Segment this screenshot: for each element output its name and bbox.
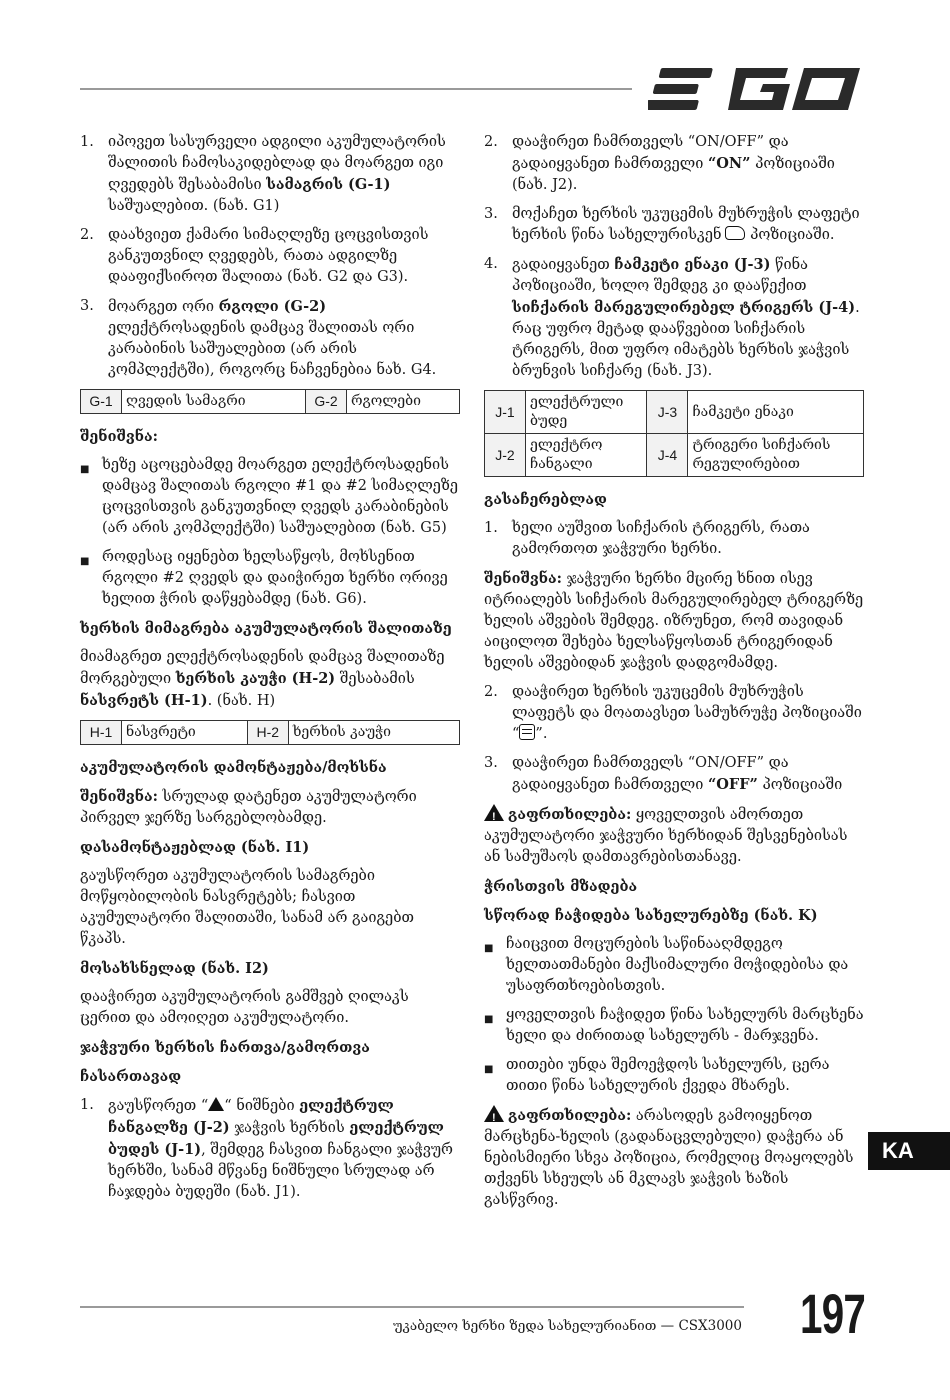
section-heading: ხერხის მიმაგრება აკუმულატორის შალითაზე [80, 620, 452, 637]
subsection-heading: სწორად ჩაჭიდება სახელურებზე (ნახ. K) [484, 907, 818, 924]
note-bullet [80, 455, 460, 539]
section-heading: ჯაჭვური ხერხის ჩართვა/გამორთვა [80, 1039, 370, 1056]
legend-row [485, 434, 864, 477]
legend-label: ღვედის სამაგრი [122, 390, 306, 414]
step-text: დაახვიეთ ქამარი სიმაღლეზე ცოცვისთვის განკუთვნილ ღვედებს, რათა ადგილზე დააფიქსიროთ შალითა (ნახ. G2 და G3). [108, 227, 429, 285]
grip-bullet [484, 1005, 864, 1047]
bullet-text: როდესაც იყენებთ ხელსაწყოს, მოხსენით რგოლი #2 ღვედს და დაიჭირეთ ხერხი ორივე ხელით ჭრის დაწყებამდე (ნახ. G6). [102, 549, 448, 607]
step-number: 3. [484, 755, 498, 771]
legend-label: ჩამკეტი ენაკი [688, 391, 864, 434]
legend-code: J-4 [647, 434, 688, 477]
right-column [484, 132, 864, 1219]
note-heading: შენიშვნა: [80, 428, 158, 445]
warning-1: !გაფრთხილება: ყოველთვის ამორთეთ აკუმულატორი ჯაჭვური ხერხიდან შესვენებისას ან სამუშაოს დამთავრებისთანავე. [484, 804, 864, 868]
step-number: 1. [80, 1097, 94, 1113]
legend-code: J-1 [485, 391, 526, 434]
subsection-heading: გასაჩერებლად [484, 491, 607, 508]
section-heading: ჭრისთვის მზადება [484, 878, 638, 895]
on-step-2: 2. დააჭირეთ ჩამრთველს “ON/OFF” და გადაიყვანეთ ჩამრთველი “ON” პოზიციაში (ნახ. J2). [484, 132, 864, 196]
on-step-4: 4. გადაიყვანეთ ჩამკეტი ენაკი (J-3) წინა პოზიციაში, ხოლო შემდეგ კი დააწექით სიჩქარის მარეგულირებელ ტრიგერს (J-4). რაც უფრო მეტად დააწვებით სიჩქარის ტრიგერს, მით უფრო იმატებს ხერხის ჯაჭვის ბრუნვის სიჩქარე (ნახ. J3). [484, 254, 864, 382]
off-step-1 [484, 518, 864, 560]
off-step-2: 2. დააჭირეთ ხერხის უკუცემის მუხრუჭის ლაფეტს და მოათავსეთ სამუხრუჭე პოზიციაში “ ”. [484, 682, 864, 745]
bullet-icon: ■ [80, 556, 90, 567]
page-number: 197 [800, 1282, 866, 1345]
step-number: 2. [484, 684, 498, 700]
legend-label: ხერხის კაუჭი [288, 721, 459, 745]
legend-label: ტრიგერი სიჩქარის რეგულირებით [688, 434, 864, 477]
step-1 [80, 132, 460, 217]
step-2 [80, 225, 460, 288]
legend-table-h [80, 720, 460, 745]
legend-row [81, 390, 460, 414]
bullet-text: თითები უნდა შემოეჭდოს სახელურს, ცერა თითი წინა სახელურის ქვედა მხარეს. [506, 1057, 830, 1094]
legend-code: H-2 [247, 721, 288, 745]
step-text: საშუალებით. (ნახ. G1) [108, 198, 280, 214]
legend-label: ელექტრო ჩანგალი [526, 434, 647, 477]
step-text: მოარგეთ ორი [108, 299, 219, 315]
legend-code: H-1 [81, 721, 122, 745]
ego-logo [648, 64, 864, 116]
legend-code: J-3 [647, 391, 688, 434]
note-bullet [80, 547, 460, 610]
attach-paragraph: მიამაგრეთ ელექტროსადენის დამცავ შალითაზე მორგებული ხერხის კაუჭი (H-2) შესაბამის ნასვრეტს (H-1). (ნახ. H) [80, 649, 445, 709]
legend-table-g [80, 389, 460, 414]
step-bold: რგოლი (G-2) [218, 298, 327, 315]
off-step-3: 3. დააჭირეთ ჩამრთველს “ON/OFF” და გადაიყვანეთ ჩამრთველი “OFF” პოზიციაში [484, 753, 864, 796]
step-number: 2. [80, 227, 94, 243]
step-text: იპოვეთ სასურველი ადგილი აკუმულატორის შალითის ჩამოსაკიდებლად და მოარგეთ იგი ღვედებს შესაბამისი [108, 134, 446, 193]
legend-code: G-1 [81, 390, 122, 414]
brake-release-icon [725, 226, 745, 240]
bullet-text: ხეზე აცოცებამდე მოარგეთ ელექტროსადენის დამცავ შალითას რგოლი #1 და #2 სიმაღლეზე ცოცვისთვის განკუთვნილ ღვედს კარაბინების (არ არის კომპლექტში) საშუალებით (ნახ. G5) [102, 457, 459, 536]
brake-engaged-icon [519, 724, 535, 740]
install-paragraph: გაუსწორეთ აკუმულატორის სამაგრები მოწყობილობის ნასვრეტებს; ჩასვით აკუმულატორი შალითაში, სანამ არ გაიგებთ წკაპს. [80, 868, 414, 947]
bullet-icon: ■ [484, 943, 494, 954]
legend-table-j [484, 390, 864, 477]
alignment-triangle-icon [208, 1097, 224, 1111]
header-rule [80, 88, 632, 90]
section-heading: აკუმულატორის დამონტაჟება/მოხსნა [80, 759, 387, 776]
step-number: 3. [80, 298, 94, 314]
bullet-text: ყოველთვის ჩაჭიდეთ წინა სახელურს მარცხენა ხელი და ძირითად სახელურს - მარჯვენა. [506, 1007, 864, 1044]
on-step-3: 3. მოქაჩეთ ხერხის უკუცემის მუხრუჭის ლაფეტი ხერხის წინა სახელურისკენ პოზიციაში. [484, 204, 864, 246]
step-bold: სამაგრის (G-1) [266, 176, 391, 193]
grip-bullet [484, 934, 864, 997]
subsection-heading: ჩასართავად [80, 1068, 182, 1085]
subsection-heading: დასამონტაჟებლად (ნახ. I1) [80, 839, 310, 856]
step-number: 4. [484, 256, 498, 272]
bullet-icon: ■ [484, 1064, 494, 1075]
step-3 [80, 296, 460, 381]
subsection-heading: მოსახსნელად (ნახ. I2) [80, 960, 269, 977]
bullet-text: ჩაიცვით მოცურების საწინააღმდეგო ხელთათმანები მაქსიმალური მოჭიდებისა და უსაფრთხოებისთვის. [506, 936, 849, 994]
legend-label: ელექტრული ბუდე [526, 391, 647, 434]
bullet-icon: ■ [80, 464, 90, 475]
step-text: ელექტროსადენის დამცავ შალითას ორი კარაბინის საშუალებით (არ არის კომპლექტში), როგორც ნაჩვენებია ნახ. G4. [108, 320, 437, 378]
footer-rule [80, 1306, 744, 1308]
off-note: შენიშვნა: ჯაჭვური ხერხი მცირე ხნით ისევ იტრიალებს სიჩქარის მარეგულირებელ ტრიგერზე ხელის აშვების შემდეგ. იზრუნეთ, რომ თავიდან აიცილოთ შეხება ხელსაწყოსთან ტრიგერიდან ხელის აშვებიდან ჯაჭვის დადგომამდე. [484, 570, 864, 671]
step-text: ხელი აუშვით სიჩქარის ტრიგერს, რათა გამორთოთ ჯაჭვური ხერხი. [512, 520, 810, 557]
step-number: 2. [484, 134, 498, 150]
step-number: 3. [484, 206, 498, 222]
legend-row [485, 391, 864, 434]
on-step-1: 1. გაუსწორეთ “ “ ნიშნები ელექტრულ ჩანგალზე (J-2) ჯაჭვის ხერხის ელექტრულ ბუდეს (J-1), შემდეგ ჩასვით ჩანგალი ჯაჭვურ ხერხში, სანამ მწვანე ნიშნული სრულად არ ჩაჯდება ბუდეში (ნახ. J1). [80, 1095, 460, 1203]
legend-code: G-2 [306, 390, 347, 414]
remove-paragraph: დააჭირეთ აკუმულატორის გამშვებ ღილაკს ცერით და ამოიღეთ აკუმულატორი. [80, 989, 409, 1026]
warning-icon [484, 804, 504, 821]
legend-row [81, 721, 460, 745]
language-tab: KA [868, 1132, 950, 1170]
grip-bullet [484, 1055, 864, 1097]
bullet-icon: ■ [484, 1014, 494, 1025]
legend-code: J-2 [485, 434, 526, 477]
battery-note: შენიშვნა: სრულად დატენეთ აკუმულატორი პირველ ჯერზე სარგებლობამდე. [80, 788, 417, 826]
left-column [80, 132, 460, 1211]
legend-label: ნასვრეტი [122, 721, 248, 745]
footer-title: უკაბელო ხერხი ზედა სახელურიანით — CSX3000 [393, 1318, 742, 1334]
warning-2: !გაფრთხილება: არასოდეს გამოიყენოთ მარცხენა-ხელის (გადანაცვლებული) დაჭერა ან ნებისმიერი სხვა პოზიცია, რომელიც მოაყოლებს თქვენს სხეულს ან მკლავს ჯაჭვის ხაზის გასწვრივ. [484, 1105, 864, 1211]
warning-icon [484, 1105, 504, 1122]
legend-label: რგოლები [347, 390, 460, 414]
step-number: 1. [484, 520, 498, 536]
step-number: 1. [80, 134, 94, 150]
